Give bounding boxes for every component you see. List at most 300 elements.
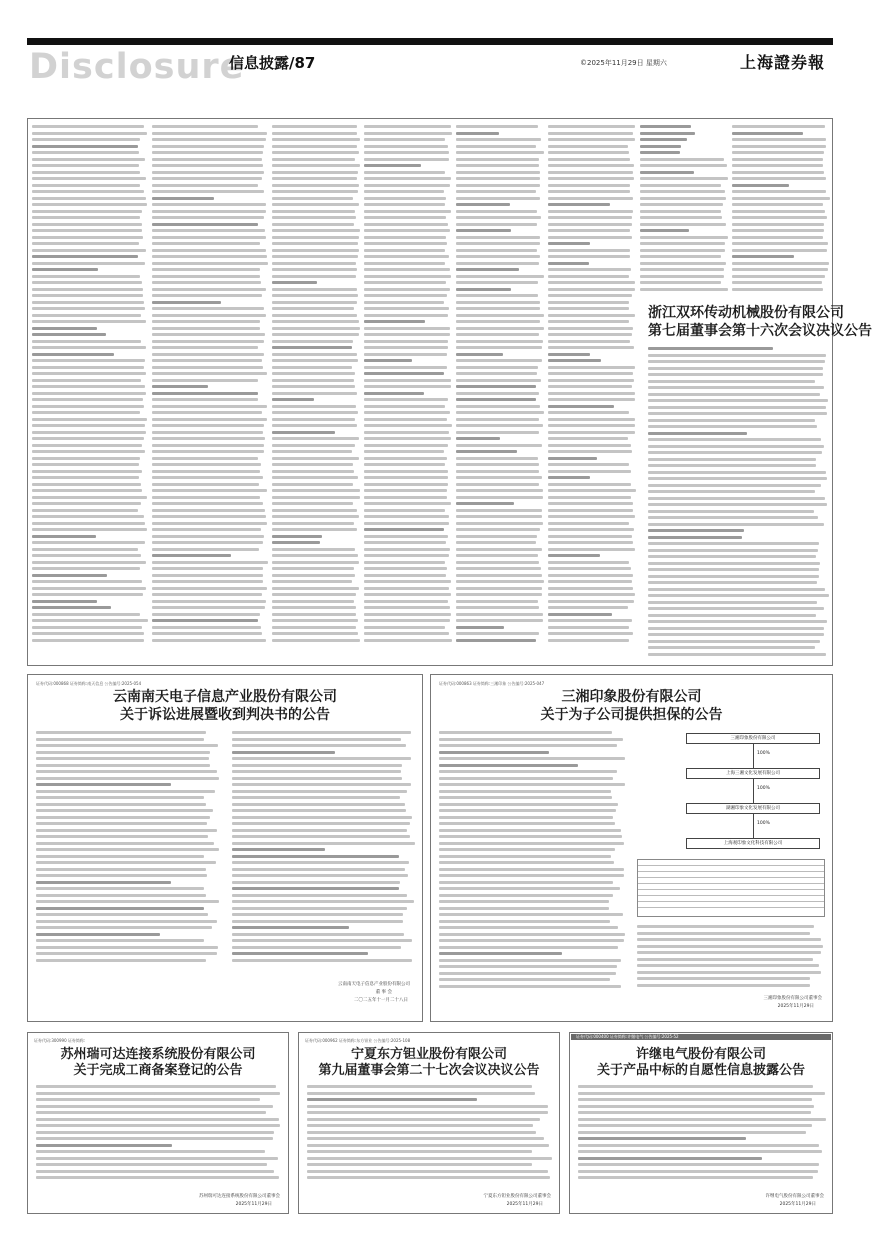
body-text-line — [152, 398, 258, 401]
body-text-line — [152, 145, 264, 148]
body-text-line — [364, 210, 451, 213]
body-text-line — [152, 541, 263, 544]
body-text-line — [272, 619, 358, 622]
body-text-line — [36, 952, 217, 955]
text-column-4 — [364, 125, 452, 645]
body-text-line — [32, 281, 142, 284]
body-text-line — [152, 379, 258, 382]
body-text-line — [272, 385, 355, 388]
body-text-line — [232, 770, 401, 773]
body-text-line — [648, 653, 826, 656]
body-text-line — [32, 489, 142, 492]
body-text-line — [272, 216, 356, 219]
body-text-line — [36, 796, 204, 799]
body-text-line — [456, 626, 504, 629]
body-text-line — [364, 463, 445, 466]
body-text-line — [32, 593, 143, 596]
body-text-line — [272, 197, 353, 200]
body-text-line — [456, 197, 540, 200]
body-text-line — [548, 463, 629, 466]
body-text-line — [640, 262, 726, 265]
body-text-line — [36, 887, 204, 890]
body-text-line — [152, 223, 258, 226]
body-text-line — [32, 392, 146, 395]
body-text-line — [732, 242, 828, 245]
body-text-line — [152, 210, 266, 213]
body-text-line — [364, 489, 447, 492]
body-text-line — [548, 262, 589, 265]
body-text-line — [648, 594, 829, 597]
body-text-line — [152, 418, 267, 421]
body-text-line — [548, 528, 634, 531]
body-text-line — [36, 783, 171, 786]
body-text-line — [364, 268, 450, 271]
body-text-line — [364, 346, 448, 349]
body-text-line — [232, 764, 402, 767]
body-text-line — [232, 816, 412, 819]
body-text-line — [272, 333, 359, 336]
body-text-line — [456, 268, 519, 271]
body-text-line — [232, 751, 335, 754]
body-text-line — [640, 171, 694, 174]
body-text-line — [272, 561, 359, 564]
body-text-line — [456, 333, 539, 336]
body-text-line — [272, 463, 353, 466]
body-text-line — [456, 528, 540, 531]
body-text-line — [36, 913, 208, 916]
section-name-chinese: 信息披露/87 — [229, 54, 316, 72]
yunnan-body-right — [232, 731, 416, 965]
body-text-line — [364, 626, 445, 629]
body-text-line — [152, 249, 266, 252]
body-text-line — [152, 262, 268, 265]
body-text-line — [648, 562, 820, 565]
body-text-line — [272, 359, 358, 362]
body-text-line — [32, 587, 146, 590]
body-text-line — [648, 516, 818, 519]
body-text-line — [456, 457, 538, 460]
body-text-line — [456, 632, 539, 635]
body-text-line — [364, 522, 449, 525]
body-text-line — [439, 946, 618, 949]
body-text-line — [36, 1092, 280, 1095]
body-text-line — [648, 588, 825, 591]
xuji-signature: 许继电气股份有限公司董事会 — [765, 1194, 824, 1199]
suzhou-announcement-panel — [27, 1032, 289, 1214]
body-text-line — [548, 314, 635, 317]
body-text-line — [272, 424, 357, 427]
body-text-line — [456, 171, 540, 174]
body-text-line — [32, 151, 139, 154]
body-text-line — [364, 307, 449, 310]
body-text-line — [32, 398, 143, 401]
body-text-line — [32, 223, 142, 226]
body-text-line — [648, 497, 825, 500]
body-text-line — [32, 301, 144, 304]
body-text-line — [456, 216, 541, 219]
body-text-line — [32, 242, 139, 245]
body-text-line — [364, 418, 447, 421]
body-text-line — [637, 925, 814, 928]
body-text-line — [456, 398, 536, 401]
body-text-line — [648, 380, 815, 383]
body-text-line — [578, 1150, 822, 1153]
body-text-line — [732, 125, 825, 128]
body-text-line — [36, 926, 212, 929]
body-text-line — [36, 1157, 278, 1160]
org-connector-2 — [753, 779, 754, 803]
body-text-line — [548, 294, 632, 297]
body-text-line — [272, 587, 359, 590]
body-text-line — [640, 184, 721, 187]
body-text-line — [364, 496, 447, 499]
body-text-line — [439, 985, 621, 988]
body-text-line — [272, 158, 355, 161]
body-text-line — [456, 476, 542, 479]
body-text-line — [232, 874, 408, 877]
body-text-line — [364, 502, 451, 505]
body-text-line — [152, 184, 258, 187]
body-text-line — [36, 939, 204, 942]
body-text-line — [272, 145, 357, 148]
body-text-line — [152, 359, 262, 362]
body-text-line — [232, 868, 405, 871]
body-text-line — [152, 275, 260, 278]
body-text-line — [36, 881, 171, 884]
body-text-line — [640, 190, 725, 193]
text-column-8 — [732, 125, 830, 294]
body-text-line — [272, 171, 358, 174]
body-text-line — [364, 619, 450, 622]
body-text-line — [364, 151, 449, 154]
body-text-line — [152, 476, 263, 479]
body-text-line — [272, 606, 356, 609]
body-text-line — [307, 1170, 548, 1173]
org-chart-child-3: 上海观印象文化科技有限公司 — [686, 838, 820, 849]
body-text-line — [364, 288, 450, 291]
body-text-line — [272, 411, 358, 414]
body-text-line — [732, 223, 824, 226]
body-text-line — [152, 203, 266, 206]
body-text-line — [456, 242, 540, 245]
sanxiang-title-line1: 三湘印象股份有限公司 — [561, 689, 702, 705]
suzhou-stock-code: 证券代码:300990 证券简称: — [34, 1038, 86, 1043]
body-text-line — [232, 900, 414, 903]
body-text-line — [548, 567, 631, 570]
body-text-line — [439, 965, 617, 968]
body-text-line — [439, 842, 624, 845]
body-text-line — [456, 554, 538, 557]
body-text-line — [364, 249, 445, 252]
body-text-line — [272, 541, 320, 544]
body-text-line — [272, 450, 352, 453]
body-text-line — [578, 1085, 813, 1088]
body-text-line — [456, 444, 542, 447]
body-text-line — [637, 932, 810, 935]
body-text-line — [456, 366, 538, 369]
body-text-line — [548, 333, 632, 336]
body-text-line — [32, 457, 140, 460]
body-text-line — [232, 939, 412, 942]
body-text-line — [232, 959, 412, 962]
body-text-line — [548, 626, 629, 629]
body-text-line — [578, 1176, 813, 1179]
body-text-line — [307, 1085, 532, 1088]
body-text-line — [456, 288, 511, 291]
body-text-line — [232, 809, 406, 812]
body-text-line — [272, 340, 353, 343]
body-text-line — [272, 431, 335, 434]
body-text-line — [548, 496, 631, 499]
body-text-line — [232, 894, 407, 897]
body-text-line — [640, 249, 725, 252]
body-text-line — [36, 731, 206, 734]
sanxiang-financial-table — [637, 859, 825, 917]
body-text-line — [272, 639, 360, 642]
body-text-line — [439, 835, 622, 838]
body-text-line — [232, 881, 400, 884]
body-text-line — [364, 528, 444, 531]
body-text-line — [637, 938, 821, 941]
body-text-line — [456, 340, 543, 343]
shuanghuan-body — [648, 347, 830, 659]
body-text-line — [152, 229, 265, 232]
body-text-line — [152, 236, 266, 239]
body-text-line — [456, 320, 540, 323]
sanxiang-signature: 三湘印象股份有限公司董事会 — [763, 996, 822, 1001]
body-text-line — [36, 874, 207, 877]
body-text-line — [548, 236, 632, 239]
body-text-line — [152, 509, 265, 512]
body-text-line — [456, 249, 537, 252]
ningxia-title-line2: 第九届董事会第二十七次会议决议公告 — [318, 1063, 540, 1078]
body-text-line — [648, 510, 814, 513]
body-text-line — [648, 399, 828, 402]
body-text-line — [32, 528, 147, 531]
org-chart-child-1: 上海三湘文化发展有限公司 — [686, 768, 820, 779]
body-text-line — [364, 353, 447, 356]
body-text-line — [456, 450, 517, 453]
body-text-line — [364, 333, 450, 336]
body-text-line — [272, 372, 355, 375]
body-text-line — [364, 606, 450, 609]
body-text-line — [456, 580, 544, 583]
body-text-line — [32, 346, 146, 349]
body-text-line — [548, 281, 635, 284]
body-text-line — [152, 268, 260, 271]
xuji-title-line1: 许继电气股份有限公司 — [635, 1047, 766, 1062]
body-text-line — [32, 164, 139, 167]
body-text-line — [732, 158, 823, 161]
body-text-line — [152, 632, 262, 635]
xuji-stock-code: 证券代码:000400 证券简称:许继电气 公告编号:2025-52 — [576, 1034, 679, 1039]
body-text-line — [648, 484, 821, 487]
body-text-line — [364, 405, 445, 408]
text-column-6 — [548, 125, 636, 645]
body-text-line — [548, 158, 630, 161]
body-text-line — [36, 816, 210, 819]
body-text-line — [548, 600, 634, 603]
body-text-line — [456, 385, 536, 388]
shuanghuan-title-line2: 第七届董事会第十六次会议决议公告 — [648, 323, 872, 339]
yunnan-announcement-panel — [27, 674, 423, 1022]
body-text-line — [439, 822, 615, 825]
body-text-line — [578, 1098, 812, 1101]
body-text-line — [548, 197, 633, 200]
body-text-line — [32, 288, 143, 291]
body-text-line — [32, 496, 147, 499]
body-text-line — [364, 372, 444, 375]
body-text-line — [548, 457, 597, 460]
body-text-line — [548, 249, 630, 252]
body-text-line — [364, 184, 450, 187]
body-text-line — [232, 946, 401, 949]
body-text-line — [648, 367, 823, 370]
body-text-line — [152, 171, 264, 174]
body-text-line — [32, 548, 138, 551]
body-text-line — [152, 372, 267, 375]
body-text-line — [152, 554, 231, 557]
body-text-line — [548, 132, 633, 135]
body-text-line — [439, 900, 609, 903]
body-text-line — [36, 868, 206, 871]
body-text-line — [439, 913, 623, 916]
body-text-line — [152, 444, 264, 447]
body-text-line — [272, 593, 356, 596]
body-text-line — [272, 535, 322, 538]
body-text-line — [456, 353, 503, 356]
body-text-line — [648, 432, 747, 435]
body-text-line — [640, 268, 724, 271]
body-text-line — [548, 522, 629, 525]
body-text-line — [364, 639, 452, 642]
body-text-line — [152, 320, 260, 323]
body-text-line — [456, 379, 541, 382]
body-text-line — [36, 1176, 279, 1179]
body-text-line — [364, 593, 451, 596]
body-text-line — [732, 288, 823, 291]
body-text-line — [640, 216, 722, 219]
body-text-line — [272, 509, 357, 512]
body-text-line — [548, 561, 629, 564]
body-text-line — [36, 946, 218, 949]
body-text-line — [152, 450, 264, 453]
body-text-line — [456, 145, 536, 148]
body-text-line — [152, 470, 260, 473]
body-text-line — [648, 549, 818, 552]
body-text-line — [456, 294, 538, 297]
body-text-line — [307, 1124, 533, 1127]
body-text-line — [232, 907, 407, 910]
body-text-line — [272, 210, 355, 213]
body-text-line — [272, 470, 354, 473]
body-text-line — [732, 145, 826, 148]
body-text-line — [648, 536, 742, 539]
body-text-line — [648, 458, 816, 461]
body-text-line — [272, 288, 357, 291]
body-text-line — [732, 236, 823, 239]
body-text-line — [272, 574, 355, 577]
body-text-line — [32, 567, 140, 570]
body-text-line — [32, 613, 140, 616]
body-text-line — [152, 639, 266, 642]
body-text-line — [648, 490, 815, 493]
body-text-line — [456, 275, 544, 278]
body-text-line — [648, 347, 773, 350]
body-text-line — [548, 639, 629, 642]
body-text-line — [32, 307, 145, 310]
body-text-line — [36, 900, 219, 903]
org-connector-1 — [753, 744, 754, 768]
body-text-line — [272, 255, 358, 258]
text-column-1 — [32, 125, 148, 645]
body-text-line — [548, 340, 630, 343]
body-text-line — [152, 125, 258, 128]
body-text-line — [36, 751, 210, 754]
body-text-line — [548, 548, 635, 551]
body-text-line — [152, 340, 264, 343]
body-text-line — [152, 548, 259, 551]
body-text-line — [578, 1144, 819, 1147]
body-text-line — [32, 236, 143, 239]
body-text-line — [648, 640, 820, 643]
shuanghuan-title-line1: 浙江双环传动机械股份有限公司 — [648, 305, 844, 321]
body-text-line — [272, 281, 317, 284]
body-text-line — [456, 125, 538, 128]
body-text-line — [648, 529, 744, 532]
body-text-line — [364, 255, 449, 258]
body-text-line — [578, 1137, 746, 1140]
body-text-line — [152, 151, 263, 154]
body-text-line — [32, 580, 142, 583]
body-text-line — [32, 639, 144, 642]
body-text-line — [152, 353, 264, 356]
body-text-line — [439, 848, 615, 851]
body-text-line — [32, 177, 146, 180]
body-text-line — [640, 177, 728, 180]
body-text-line — [364, 450, 444, 453]
body-text-line — [732, 164, 823, 167]
body-text-line — [648, 614, 816, 617]
org-chart-child-2: 湖湘印象文化发展有限公司 — [686, 803, 820, 814]
body-text-line — [548, 359, 601, 362]
body-text-line — [548, 444, 631, 447]
body-text-line — [548, 229, 630, 232]
body-text-line — [364, 145, 448, 148]
body-text-line — [456, 223, 537, 226]
body-text-line — [307, 1163, 532, 1166]
body-text-line — [648, 575, 819, 578]
body-text-line — [32, 372, 146, 375]
body-text-line — [456, 359, 542, 362]
body-text-line — [548, 535, 632, 538]
body-text-line — [32, 600, 97, 603]
body-text-line — [548, 613, 612, 616]
body-text-line — [232, 952, 368, 955]
body-text-line — [578, 1118, 826, 1121]
body-text-line — [364, 632, 449, 635]
body-text-line — [640, 145, 681, 148]
body-text-line — [364, 177, 451, 180]
body-text-line — [364, 437, 451, 440]
body-text-line — [272, 229, 360, 232]
body-text-line — [232, 783, 411, 786]
body-text-line — [364, 190, 444, 193]
body-text-line — [548, 353, 590, 356]
body-text-line — [307, 1137, 544, 1140]
body-text-line — [456, 314, 544, 317]
body-text-line — [307, 1105, 548, 1108]
